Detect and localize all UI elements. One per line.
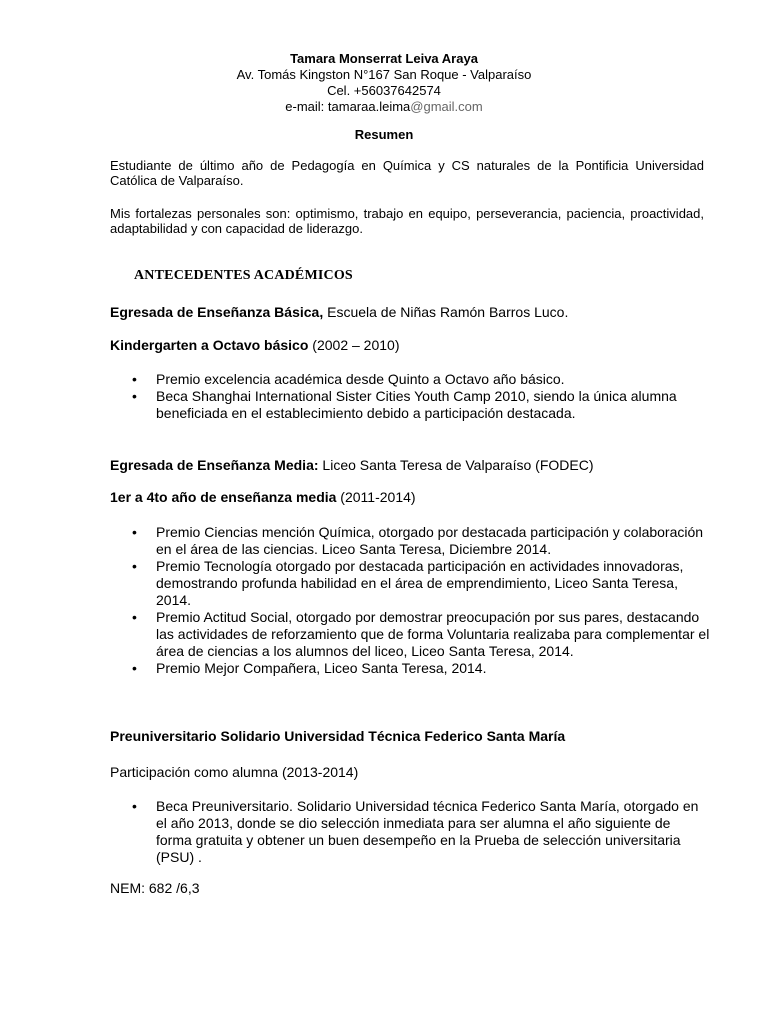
antecedentes-title: ANTECEDENTES ACADÉMICOS: [134, 268, 353, 283]
media-list: [110, 524, 710, 677]
bullet-icon: •: [132, 388, 137, 404]
list-item: [110, 660, 710, 677]
list-item: [110, 558, 710, 609]
bullet-icon: •: [132, 558, 137, 574]
cv-header: [0, 51, 768, 115]
bullet-icon: •: [132, 609, 137, 625]
kinder-label: Kindergarten a Octavo básico: [110, 337, 309, 353]
bullet-icon: •: [132, 371, 137, 387]
list-item-text: Premio Ciencias mención Química, otorgado por destacada participación y colaboración en el área de las ciencias. Liceo Santa Teresa, Diciembre 2014.: [156, 524, 704, 557]
media-years-line: [110, 489, 416, 506]
list-item: [110, 371, 710, 388]
preu-label: Preuniversitario Solidario Universidad Técnica Federico Santa María: [110, 728, 566, 744]
kinder-text: (2002 – 2010): [308, 337, 400, 353]
preu-list: [110, 798, 710, 866]
phone: Cel. +56037642574: [327, 83, 441, 98]
resumen-title: Resumen: [354, 127, 414, 142]
media-years-text: (2011-2014): [336, 489, 416, 505]
preu-participacion: Participación como alumna (2013-2014): [110, 764, 359, 780]
list-item: [110, 524, 710, 558]
list-item-text: Premio excelencia académica desde Quinto a Octavo año básico.: [156, 371, 565, 387]
resumen-paragraph-2: Mis fortalezas personales son: optimismo, trabajo en equipo, perseverancia, paciencia, proactividad, adaptabilidad y con capacidad de liderazgo.: [110, 206, 704, 236]
list-item: [110, 388, 710, 422]
bullet-icon: •: [132, 660, 137, 676]
list-item-text: Beca Shanghai International Sister Cities Youth Camp 2010, siendo la única alumna beneficiada en el establecimiento debido a participación destacada.: [156, 388, 677, 421]
kinder-list: [110, 371, 710, 422]
list-item-text: Premio Tecnología otorgado por destacada participación en actividades innovadoras, demostrando profunda habilidad en el área de emprendimiento, Liceo Santa Teresa, 2014.: [156, 558, 684, 608]
bullet-icon: •: [132, 524, 137, 540]
preu-line: [110, 728, 565, 745]
media-text: Liceo Santa Teresa de Valparaíso (FODEC): [318, 457, 594, 473]
media-label: Egresada de Enseñanza Media:: [110, 457, 319, 473]
list-item-text: Beca Preuniversitario. Solidario Universidad técnica Federico Santa María, otorgado en el año 2013, donde se dio selección inmediata para ser alumna el año siguiente de forma gratuita y obtener un buen desempeño en la Prueba de selección universitaria (PSU) .: [156, 798, 699, 865]
email-domain: @gmail.com: [410, 99, 483, 114]
basica-line: [110, 304, 568, 321]
list-item: [110, 609, 710, 660]
list-item-text: Premio Mejor Compañera, Liceo Santa Teresa, 2014.: [156, 660, 487, 676]
basica-text: Escuela de Niñas Ramón Barros Luco.: [323, 304, 569, 320]
email-prefix: e-mail: tamaraa.leima: [285, 99, 411, 114]
list-item-text: Premio Actitud Social, otorgado por demostrar preocupación por sus pares, destacando las actividades de reforzamiento que de forma Voluntaria realizaba para complementar el área de ciencias a los alumnos del liceo, Liceo Santa Teresa, 2014.: [156, 609, 710, 659]
kinder-line: [110, 337, 399, 354]
nem-line: NEM: 682 /6,3: [110, 880, 200, 896]
bullet-icon: •: [132, 798, 137, 814]
basica-label: Egresada de Enseñanza Básica,: [110, 304, 324, 320]
resumen-paragraph-1: Estudiante de último año de Pedagogía en Química y CS naturales de la Pontificia Universidad Católica de Valparaíso.: [110, 158, 704, 188]
full-name: Tamara Monserrat Leiva Araya: [290, 51, 478, 66]
media-years-label: 1er a 4to año de enseñanza media: [110, 489, 337, 505]
address: Av. Tomás Kingston N°167 San Roque - Valparaíso: [236, 67, 532, 82]
list-item: [110, 798, 710, 866]
media-line: [110, 457, 593, 474]
email: [0, 99, 768, 115]
